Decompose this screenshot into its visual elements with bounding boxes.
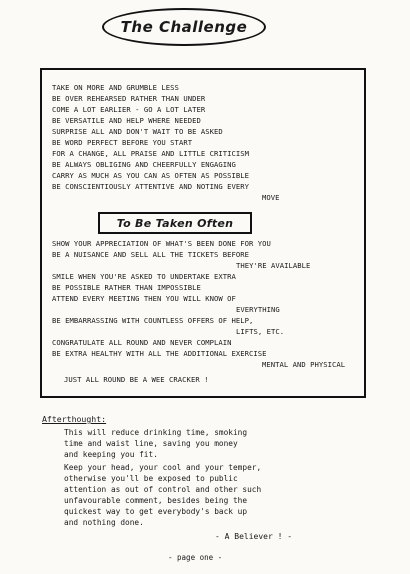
box-line: BE ALWAYS OBLIGING AND CHEERFULLY ENGAGING — [52, 160, 236, 169]
box-line: BE EXTRA HEALTHY WITH ALL THE ADDITIONAL EXERCISE — [52, 349, 267, 358]
afterthought-line: attention as out of control and other such — [64, 485, 262, 494]
box-line: BE VERSATILE AND HELP WHERE NEEDED — [52, 116, 201, 125]
afterthought-line: Keep your head, your cool and your temper, — [64, 463, 262, 472]
afterthought-line: This will reduce drinking time, smoking — [64, 428, 248, 437]
box-line: CONGRATULATE ALL ROUND AND NEVER COMPLAIN — [52, 338, 232, 347]
afterthought-line: and nothing done. — [64, 518, 144, 527]
signoff: - A Believer ! - — [215, 532, 293, 541]
box-line: TAKE ON MORE AND GRUMBLE LESS — [52, 83, 179, 92]
box-line: ATTEND EVERY MEETING THEN YOU WILL KNOW OF — [52, 294, 236, 303]
box-line: BE A NUISANCE AND SELL ALL THE TICKETS BEFORE — [52, 250, 249, 259]
box-line: EVERYTHING — [236, 305, 280, 314]
afterthought-line: and keeping you fit. — [64, 450, 158, 459]
afterthought-line: quickest way to get everybody's back up — [64, 507, 248, 516]
box-line: BE EMBARRASSING WITH COUNTLESS OFFERS OF HELP, — [52, 316, 254, 325]
page-title: The Challenge — [102, 8, 266, 46]
box-line: BE POSSIBLE RATHER THAN IMPOSSIBLE — [52, 283, 201, 292]
afterthought-heading: Afterthought: — [42, 414, 107, 424]
box-line: BE CONSCIENTIOUSLY ATTENTIVE AND NOTING EVERY — [52, 182, 249, 191]
afterthought-line: otherwise you'll be exposed to public — [64, 474, 238, 483]
box-line: SURPRISE ALL AND DON'T WAIT TO BE ASKED — [52, 127, 223, 136]
box-line: SHOW YOUR APPRECIATION OF WHAT'S BEEN DONE FOR YOU — [52, 239, 271, 248]
box-line: MENTAL AND PHYSICAL — [262, 360, 346, 369]
subtitle: To Be Taken Often — [98, 212, 252, 234]
box-line: MOVE — [262, 193, 280, 202]
afterthought-line: unfavourable comment, besides being the — [64, 496, 248, 505]
box-line: CARRY AS MUCH AS YOU CAN AS OFTEN AS POSSIBLE — [52, 171, 249, 180]
box-line: LIFTS, ETC. — [236, 327, 285, 336]
box-line: JUST ALL ROUND BE A WEE CRACKER ! — [64, 375, 209, 384]
afterthought-line: time and waist line, saving you money — [64, 439, 238, 448]
box-line: BE WORD PERFECT BEFORE YOU START — [52, 138, 193, 147]
box-line: COME A LOT EARLIER - GO A LOT LATER — [52, 105, 206, 114]
page-number: - page one - — [168, 553, 223, 562]
box-line: BE OVER REHEARSED RATHER THAN UNDER — [52, 94, 206, 103]
box-line: FOR A CHANGE, ALL PRAISE AND LITTLE CRITICISM — [52, 149, 249, 158]
box-line: SMILE WHEN YOU'RE ASKED TO UNDERTAKE EXTRA — [52, 272, 236, 281]
box-line: THEY'RE AVAILABLE — [236, 261, 311, 270]
